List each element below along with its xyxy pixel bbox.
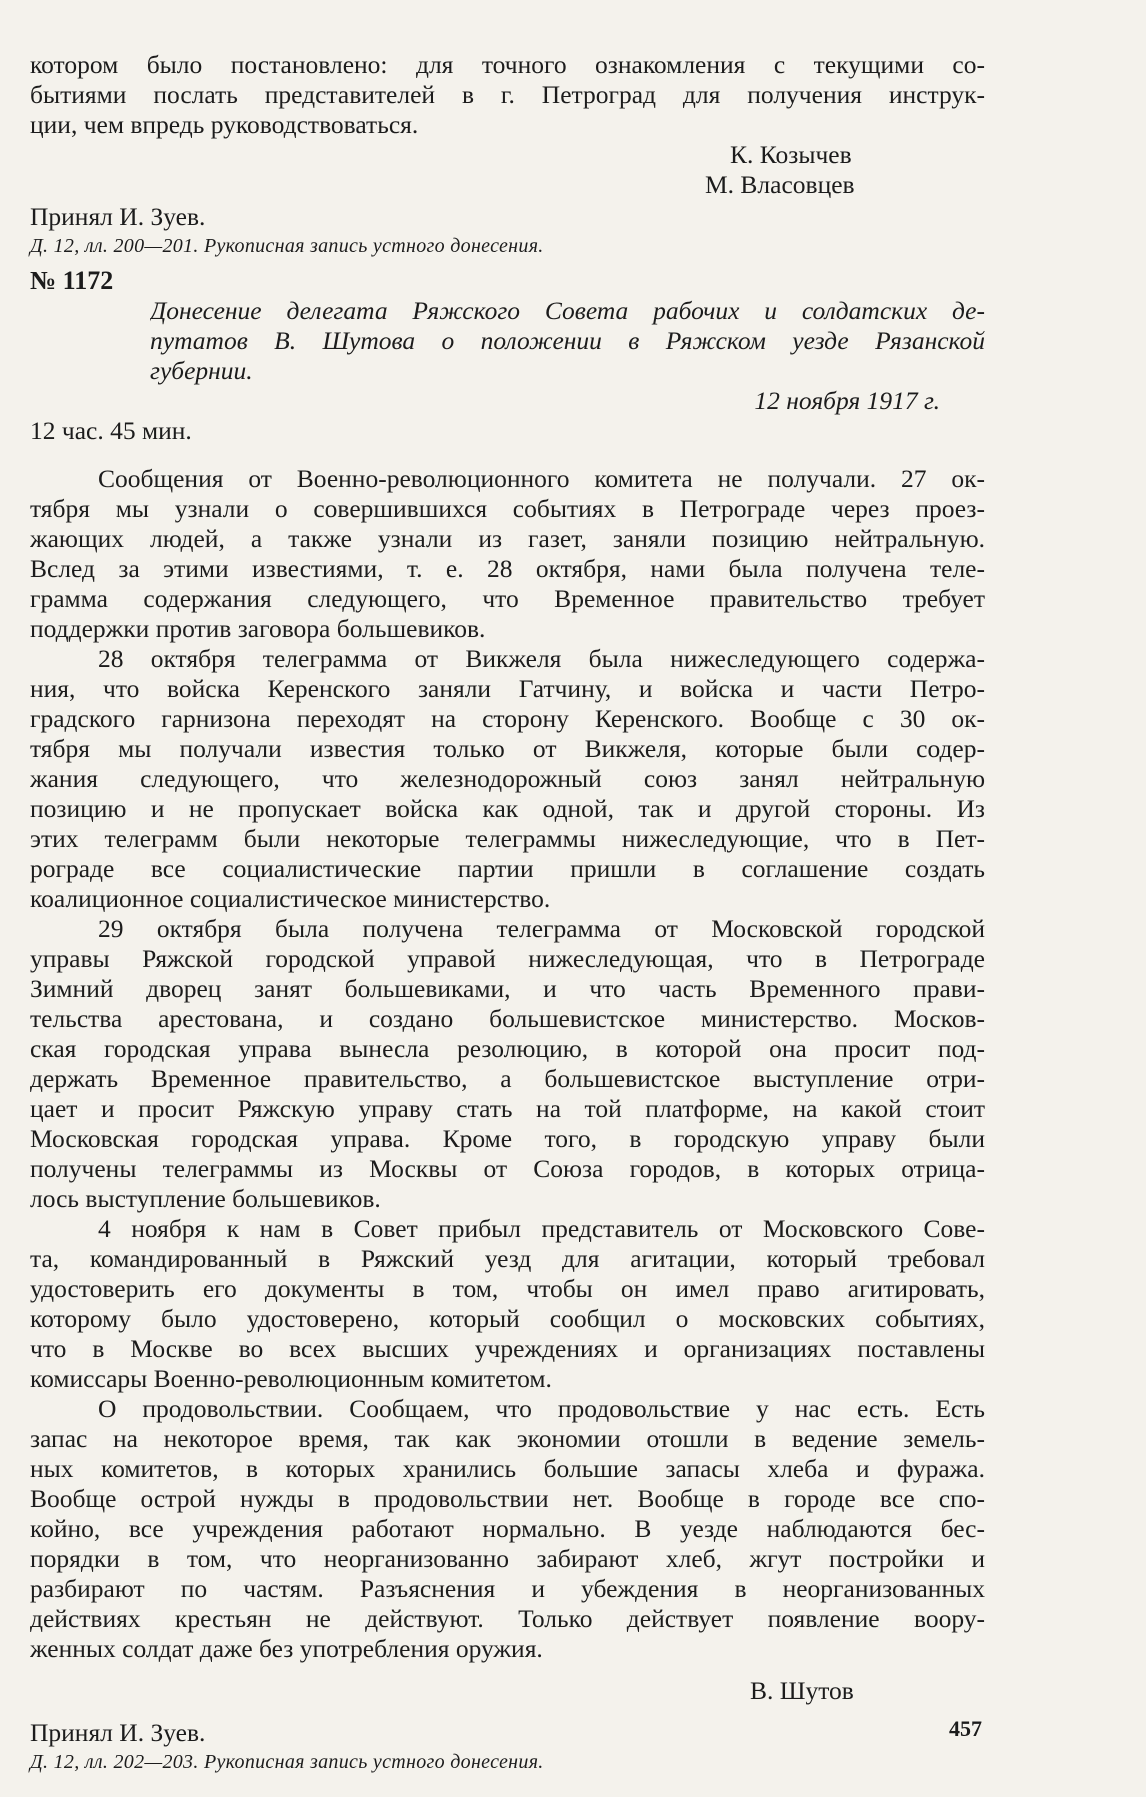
text-line: грамма содержания следующего, что Временное правительство требует — [30, 584, 985, 613]
text-line: Московская городская управа. Кроме того, в городскую управу были — [30, 1124, 985, 1153]
text-line: Вообще острой нужды в продовольствии нет. Вообще в городе все спо- — [30, 1484, 985, 1513]
text-line: ния, что войска Керенского заняли Гатчину, и войска и части Петро- — [30, 674, 985, 703]
title-line: Донесение делегата Ряжского Совета рабочих и солдатских де- — [150, 296, 985, 325]
text-line: действиях крестьян не действуют. Только действует появление воору- — [30, 1604, 985, 1633]
text-line: позицию и не пропускает войска как одной, так и другой стороны. Из — [30, 794, 985, 823]
text-line: тября мы получали известия только от Викжеля, которые были содер- — [30, 734, 985, 763]
text-line: О продовольствии. Сообщаем, что продовольствие у нас есть. Есть — [98, 1394, 985, 1423]
paragraph — [30, 1214, 985, 1394]
text-line: этих телеграмм были некоторые телеграммы нижеследующие, что в Пет- — [30, 824, 985, 853]
document-time: 12 час. 45 мин. — [30, 416, 192, 445]
text-line: ции, чем впредь руководствоваться. — [30, 110, 419, 139]
text-line: Вслед за этими известиями, т. е. 28 октября, нами была получена теле- — [30, 554, 985, 583]
text-line: койно, все учреждения работают нормально. В уезде наблюдаются бес- — [30, 1514, 985, 1543]
text-line: ская городская управа вынесла резолюцию, в которой она просит под- — [30, 1034, 985, 1063]
text-line: разбирают по частям. Разъяснения и убеждения в неорганизованных — [30, 1574, 985, 1603]
text-line: градского гарнизона переходят на сторону Керенского. Вообще с 30 ок- — [30, 704, 985, 733]
text-line: жания следующего, что железнодорожный союз занял нейтральную — [30, 764, 985, 793]
text-line: жающих людей, а также узнали из газет, заняли позицию нейтральную. — [30, 524, 985, 553]
received-by: Принял И. Зуев. — [30, 202, 206, 231]
paragraph — [30, 644, 985, 914]
text-line: котором было постановлено: для точного ознакомления с текущими со- — [30, 50, 985, 79]
previous-document-ending — [30, 50, 985, 260]
text-line: Зимний дворец занят большевиками, и что часть Временного прави- — [30, 974, 985, 1003]
document-date: 12 ноября 1917 г. — [754, 386, 940, 415]
title-line: путатов В. Шутова о положении в Ряжском уезде Рязанской — [150, 326, 985, 355]
text-line: тября мы узнали о совершившихся событиях в Петрограде через проез- — [30, 494, 985, 523]
text-line: удостоверить его документы в том, чтобы он имел право агитировать, — [30, 1274, 985, 1303]
text-line: лось выступление большевиков. — [30, 1184, 381, 1213]
text-line: которому было удостоверено, который сообщил о московских событиях, — [30, 1304, 985, 1333]
text-line: та, командированный в Ряжский уезд для агитации, который требовал — [30, 1244, 985, 1273]
text-line: управы Ряжской городской управой нижеследующая, что в Петрограде — [30, 944, 985, 973]
paragraph — [30, 464, 985, 644]
signature-vlasovtsev: М. Власовцев — [705, 170, 855, 199]
text-line: коалиционное социалистическое министерство. — [30, 884, 551, 913]
text-line: комиссары Военно-революционным комитетом. — [30, 1364, 552, 1393]
text-line: 4 ноября к нам в Совет прибыл представитель от Московского Сове- — [98, 1214, 985, 1243]
document-title — [30, 296, 985, 386]
archive-source: Д. 12, лл. 200—201. Рукописная запись устного донесения. — [30, 235, 544, 257]
text-line: что в Москве во всех высших учреждениях и организациях поставлены — [30, 1334, 985, 1363]
title-line: губернии. — [150, 356, 253, 385]
text-line: бытиями послать представителей в г. Петроград для получения инструк- — [30, 80, 985, 109]
text-line: ных комитетов, в которых хранились большие запасы хлеба и фуража. — [30, 1454, 985, 1483]
document-number: № 1172 — [30, 266, 114, 295]
text-line: женных солдат даже без употребления оружия. — [30, 1634, 543, 1663]
archive-source: Д. 12, лл. 202—203. Рукописная запись устного донесения. — [30, 1751, 544, 1773]
signature-kozychev: К. Козычев — [730, 140, 852, 169]
received-by: Принял И. Зуев. — [30, 1718, 206, 1747]
text-line: тельства арестована, и создано большевистское министерство. Москов- — [30, 1004, 985, 1033]
text-line: 28 октября телеграмма от Викжеля была нижеследующего содержа- — [98, 644, 985, 673]
text-line: запас на некоторое время, так как экономии отошли в ведение земель- — [30, 1424, 985, 1453]
text-line: цает и просит Ряжскую управу стать на той платформе, на какой стоит — [30, 1094, 985, 1123]
text-line: держать Временное правительство, а большевистское выступление отри- — [30, 1064, 985, 1093]
document-page — [30, 50, 985, 1776]
paragraph — [30, 914, 985, 1214]
signature-shutov: В. Шутов — [750, 1676, 854, 1705]
text-line: 29 октября была получена телеграмма от Московской городской — [98, 914, 985, 943]
paragraph — [30, 1394, 985, 1664]
text-line: Сообщения от Военно-революционного комитета не получали. 27 ок- — [98, 464, 985, 493]
text-line: получены телеграммы из Москвы от Союза городов, в которых отрица- — [30, 1154, 985, 1183]
text-line: порядки в том, что неорганизованно забирают хлеб, жгут постройки и — [30, 1544, 985, 1573]
text-line: рограде все социалистические партии пришли в соглашение создать — [30, 854, 985, 883]
text-line: поддержки против заговора большевиков. — [30, 614, 486, 643]
page-number: 457 — [949, 1716, 982, 1741]
